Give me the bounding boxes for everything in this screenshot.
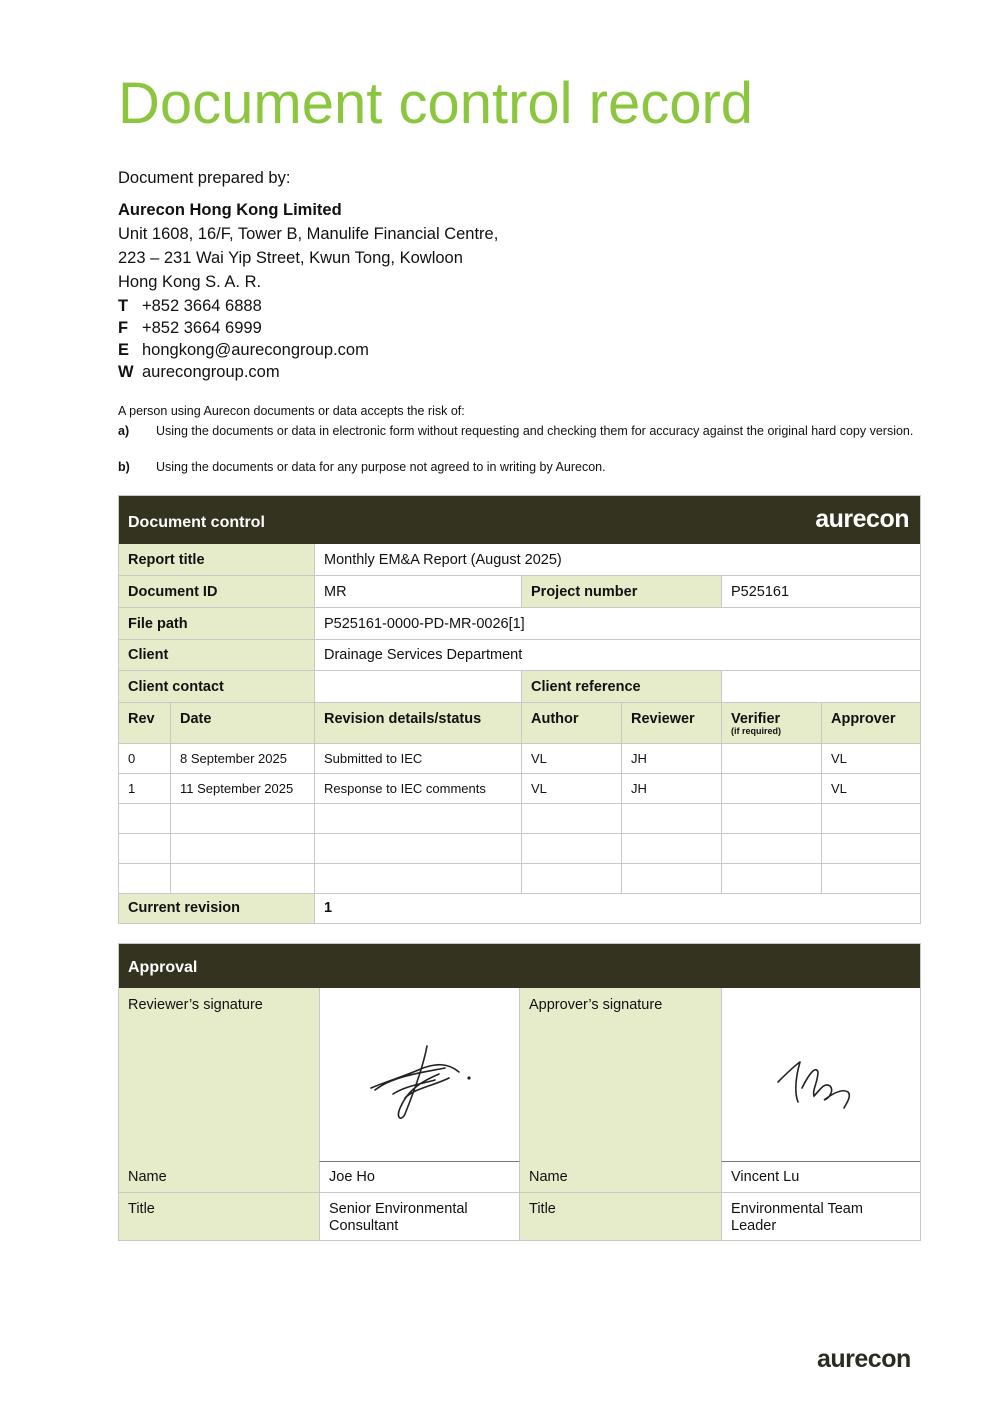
author-cell: VL xyxy=(522,774,622,804)
disclaimer-item-a xyxy=(118,424,918,456)
col-verifier xyxy=(722,703,822,744)
approver-cell: VL xyxy=(822,774,920,804)
address-line-2: 223 – 231 Wai Yip Street, Kwun Tong, Kowloon xyxy=(118,249,463,267)
approver-signature xyxy=(772,1052,872,1122)
empty-cell xyxy=(822,804,920,834)
contact-web xyxy=(118,363,280,382)
reviewer-signature xyxy=(365,1028,485,1128)
empty-cell xyxy=(315,864,522,894)
contact-key: E xyxy=(118,341,130,359)
page-title: Document control record xyxy=(118,71,754,136)
empty-cell xyxy=(722,834,822,864)
disclaimer-text: Using the documents or data in electronic form without requesting and checking them for accuracy against the original hard copy version. xyxy=(156,424,914,438)
current-revision-label: Current revision xyxy=(119,894,315,923)
reviewer-cell: JH xyxy=(622,744,722,774)
contact-value: +852 3664 6999 xyxy=(142,319,262,337)
contact-phone xyxy=(118,297,262,316)
disclaimer-intro: A person using Aurecon documents or data accepts the risk of: xyxy=(118,404,465,418)
client-value: Drainage Services Department xyxy=(315,640,920,671)
reviewer-name-label: Name xyxy=(119,1162,319,1193)
col-rev: Rev xyxy=(119,703,171,744)
reviewer-signature-box xyxy=(319,988,520,1162)
reviewer-signature-label: Reviewer’s signature xyxy=(119,988,319,1162)
address-line-3: Hong Kong S. A. R. xyxy=(118,273,262,291)
empty-cell xyxy=(822,834,920,864)
prepared-by-label: Document prepared by: xyxy=(118,169,291,187)
col-verifier-note: (if required) xyxy=(731,726,782,736)
disclaimer-marker: b) xyxy=(118,460,130,474)
empty-cell xyxy=(722,804,822,834)
empty-cell xyxy=(315,804,522,834)
approver-name: Vincent Lu xyxy=(721,1162,920,1193)
verifier-cell xyxy=(722,744,822,774)
empty-cell xyxy=(622,834,722,864)
author-cell: VL xyxy=(522,744,622,774)
document-id-label: Document ID xyxy=(119,576,315,608)
file-path-label: File path xyxy=(119,608,315,640)
contact-value[interactable]: hongkong@aurecongroup.com xyxy=(142,341,369,359)
empty-cell xyxy=(315,834,522,864)
rev-cell: 0 xyxy=(119,744,171,774)
empty-cell xyxy=(822,864,920,894)
company-name: Aurecon Hong Kong Limited xyxy=(118,201,342,219)
disclaimer-item-b xyxy=(118,460,918,476)
empty-cell xyxy=(522,864,622,894)
contact-key: F xyxy=(118,319,129,337)
client-contact-label: Client contact xyxy=(119,671,315,703)
file-path-value: P525161-0000-PD-MR-0026[1] xyxy=(315,608,920,640)
rev-cell: 1 xyxy=(119,774,171,804)
approver-title-label: Title xyxy=(520,1193,721,1240)
footer-aurecon-logo: aurecon xyxy=(817,1345,911,1373)
col-date: Date xyxy=(171,703,315,744)
approver-name-label: Name xyxy=(520,1162,721,1193)
details-cell: Submitted to IEC xyxy=(315,744,522,774)
current-revision-value: 1 xyxy=(315,894,920,923)
col-author: Author xyxy=(522,703,622,744)
disclaimer-text: Using the documents or data for any purpose not agreed to in writing by Aurecon. xyxy=(156,460,606,474)
approver-signature-box xyxy=(721,988,920,1162)
contact-email xyxy=(118,341,369,360)
project-number-value: P525161 xyxy=(722,576,920,608)
contact-value[interactable]: aurecongroup.com xyxy=(142,363,280,381)
reviewer-title: Senior Environmental Consultant xyxy=(319,1193,520,1240)
contact-fax xyxy=(118,319,262,338)
disclaimer-marker: a) xyxy=(118,424,130,438)
contact-value: +852 3664 6888 xyxy=(142,297,262,315)
contact-key: W xyxy=(118,363,134,381)
empty-cell xyxy=(522,834,622,864)
empty-cell xyxy=(622,804,722,834)
client-reference-value xyxy=(722,671,920,703)
address-line-1: Unit 1608, 16/F, Tower B, Manulife Financial Centre, xyxy=(118,225,499,243)
approver-signature-label: Approver’s signature xyxy=(520,988,721,1162)
report-title-label: Report title xyxy=(119,544,315,576)
empty-cell xyxy=(522,804,622,834)
empty-cell xyxy=(722,864,822,894)
reviewer-cell: JH xyxy=(622,774,722,804)
empty-cell xyxy=(119,864,171,894)
col-verifier-label: Verifier xyxy=(731,711,781,727)
reviewer-title-label: Title xyxy=(119,1193,319,1240)
date-cell: 8 September 2025 xyxy=(171,744,315,774)
client-label: Client xyxy=(119,640,315,671)
date-cell: 11 September 2025 xyxy=(171,774,315,804)
reviewer-name: Joe Ho xyxy=(319,1162,520,1193)
document-id-value: MR xyxy=(315,576,522,608)
contact-key: T xyxy=(118,297,129,315)
verifier-cell xyxy=(722,774,822,804)
document-control-table xyxy=(118,495,921,924)
empty-cell xyxy=(171,834,315,864)
report-title-value: Monthly EM&A Report (August 2025) xyxy=(315,544,920,576)
details-cell: Response to IEC comments xyxy=(315,774,522,804)
empty-cell xyxy=(119,804,171,834)
approval-heading: Approval xyxy=(128,959,198,976)
approval-table xyxy=(118,943,921,1241)
document-control-header xyxy=(119,496,920,544)
aurecon-logo: aurecon xyxy=(815,505,909,533)
approver-title: Environmental Team Leader xyxy=(721,1193,920,1240)
client-contact-value xyxy=(315,671,522,703)
col-revision-details: Revision details/status xyxy=(315,703,522,744)
project-number-label: Project number xyxy=(522,576,722,608)
approver-cell: VL xyxy=(822,744,920,774)
empty-cell xyxy=(171,804,315,834)
empty-cell xyxy=(119,834,171,864)
approval-header xyxy=(119,944,920,988)
document-control-heading: Document control xyxy=(128,514,265,531)
col-reviewer: Reviewer xyxy=(622,703,722,744)
empty-cell xyxy=(171,864,315,894)
empty-cell xyxy=(622,864,722,894)
client-reference-label: Client reference xyxy=(522,671,722,703)
col-approver: Approver xyxy=(822,703,920,744)
